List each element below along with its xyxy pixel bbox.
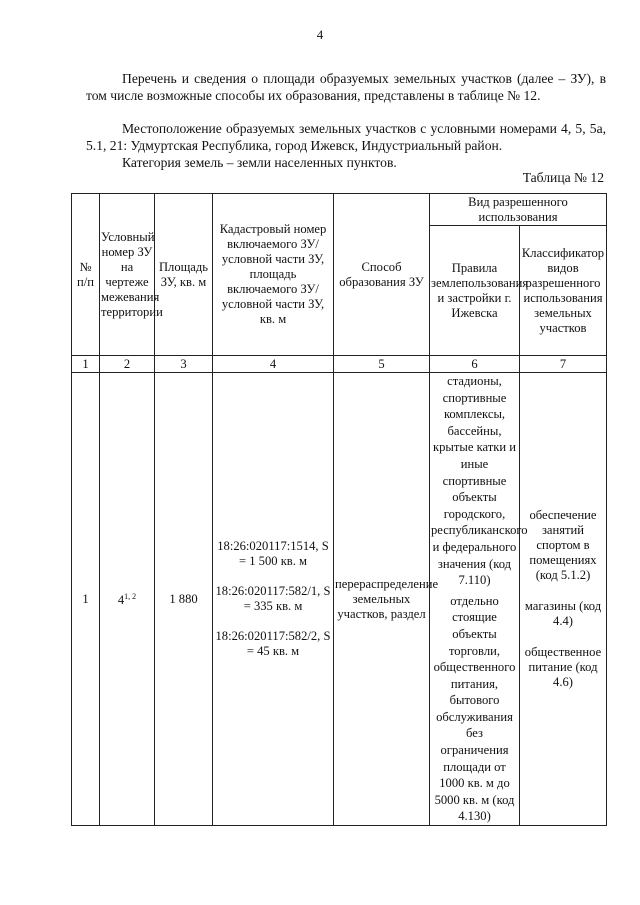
header-row-top xyxy=(72,194,607,226)
table-row xyxy=(72,373,607,826)
header-rules: Правила землепользования и застройки г. Ижевска xyxy=(430,226,520,356)
header-method: Способ образования ЗУ xyxy=(334,194,430,356)
col-number: 2 xyxy=(100,356,155,373)
col-number: 4 xyxy=(213,356,334,373)
col-number: 7 xyxy=(520,356,607,373)
header-num: № п/п xyxy=(72,194,100,356)
paragraph-intro: Перечень и сведения о площади образуемых земельных участков (далее – ЗУ), в том числе возможные способы их образования, представлены в таблице № 12. xyxy=(86,71,606,103)
cadastral-entry: 18:26:020117:1514, S = 1 500 кв. м xyxy=(217,539,329,569)
row-method: перераспределение земельных участков, раздел xyxy=(334,373,430,826)
row-classifier xyxy=(520,373,607,826)
page-number: 4 xyxy=(316,27,324,42)
row-num: 1 xyxy=(72,373,100,826)
classifier-entry: общественное питание (код 4.6) xyxy=(524,645,602,690)
classifier-entry: магазины (код 4.4) xyxy=(524,599,602,629)
row-zu-number xyxy=(100,373,155,826)
row-cadastral xyxy=(213,373,334,826)
paragraph-category: Категория земель – земли населенных пунктов. xyxy=(122,155,397,170)
header-classifier: Классификатор видов разрешенного использования земельных участков xyxy=(520,226,607,356)
header-area: Площадь ЗУ, кв. м xyxy=(155,194,213,356)
col-number: 6 xyxy=(430,356,520,373)
classifier-entry: обеспечение занятий спортом в помещениях (код 5.1.2) xyxy=(529,508,597,583)
column-number-row xyxy=(72,356,607,373)
zu-number-value: 4 xyxy=(117,593,125,608)
header-permitted-use: Вид разрешенного использования xyxy=(430,194,607,226)
cadastral-entry: 18:26:020117:582/1, S = 335 кв. м xyxy=(215,584,331,614)
header-zu-number: Условный номер ЗУ на чертеже межевания территории xyxy=(100,194,155,356)
zu-number-footnote: 1, 2 xyxy=(124,592,137,602)
rules-entry: стадионы, спортивные комплексы, бассейны, крытые катки и иные спортивные объекты городского, республиканского и федерального значения (код 7.110) xyxy=(431,374,528,588)
col-number: 1 xyxy=(72,356,100,373)
header-cadastral: Кадастровый номер включаемого ЗУ/ условной части ЗУ, площадь включаемого ЗУ/ условной части ЗУ, кв. м xyxy=(213,194,334,356)
table-caption: Таблица № 12 xyxy=(522,170,604,185)
row-rules xyxy=(430,373,528,826)
col-number: 3 xyxy=(155,356,213,373)
rules-entry: отдельно стоящие объекты торговли, общественного питания, бытового обслуживания без ограничения площади от 1000 кв. м до 5000 кв. м (код 4.130) xyxy=(433,593,516,824)
cadastral-entry: 18:26:020117:582/2, S = 45 кв. м xyxy=(215,629,331,659)
col-number: 5 xyxy=(334,356,430,373)
land-plots-table xyxy=(71,193,607,826)
row-area: 1 880 xyxy=(155,373,213,826)
paragraph-location: Местоположение образуемых земельных участков с условными номерами 4, 5, 5а, 5.1, 21: Удмуртская Республика, город Ижевск, Индустриальный район. xyxy=(86,121,606,153)
